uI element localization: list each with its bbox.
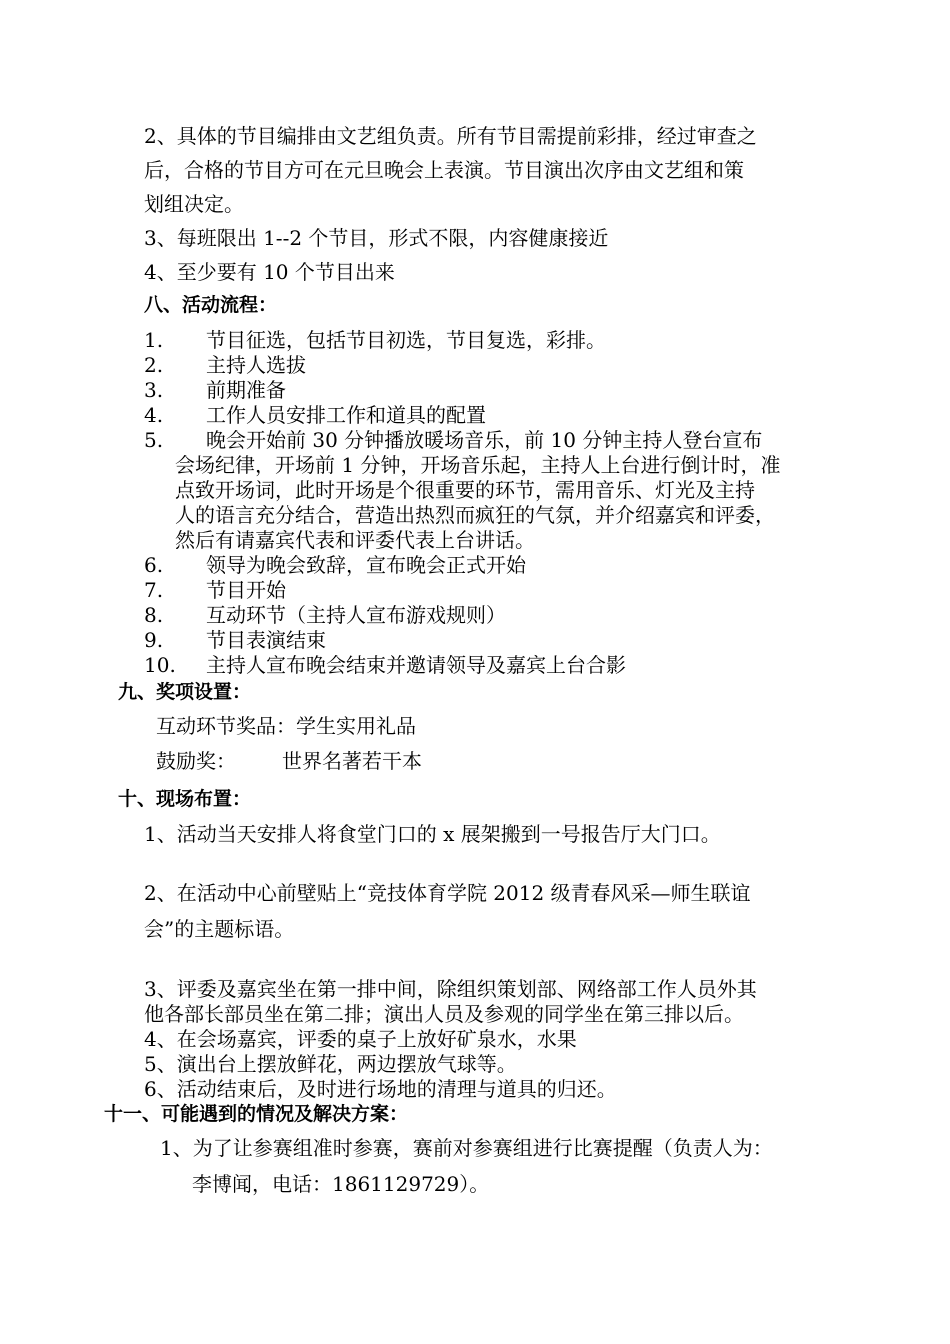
list-item — [144, 553, 526, 577]
list-number: 2. — [144, 353, 164, 377]
list-text: 互动环节（主持人宣布游戏规则） — [206, 603, 506, 627]
list-text: 节目表演结束 — [206, 628, 326, 652]
list-number: 10. — [144, 653, 176, 677]
list-item — [144, 328, 606, 352]
list-item — [144, 428, 762, 452]
paragraph-line: 1、活动当天安排人将食堂门口的 x 展架搬到一号报告厅大门口。 — [144, 822, 721, 846]
list-number: 1. — [144, 328, 164, 352]
list-item — [144, 403, 486, 427]
list-number: 9. — [144, 628, 164, 652]
list-item-continuation: 人的语言充分结合，营造出热烈而疯狂的气氛，并介绍嘉宾和评委， — [175, 503, 775, 527]
list-number: 3. — [144, 378, 164, 402]
paragraph-line: 李博闻，电话：1861129729）。 — [192, 1172, 490, 1196]
list-number: 8. — [144, 603, 164, 627]
paragraph-line: 2、在活动中心前壁贴上“竞技体育学院 2012 级青春风采—师生联谊 — [144, 881, 751, 905]
award-label: 鼓励奖： — [156, 749, 236, 773]
list-text: 前期准备 — [206, 378, 286, 402]
list-item — [144, 628, 326, 652]
section-heading: 十、现场布置： — [118, 788, 252, 810]
list-text: 晚会开始前 30 分钟播放暖场音乐，前 10 分钟主持人登台宣布 — [206, 428, 763, 452]
paragraph-line: 3、每班限出 1--2 个节目，形式不限，内容健康接近 — [144, 226, 609, 250]
list-number: 4. — [144, 403, 164, 427]
section-heading: 八、活动流程： — [144, 294, 278, 316]
section-heading: 十一、可能遇到的情况及解决方案： — [104, 1103, 409, 1125]
list-text: 工作人员安排工作和道具的配置 — [206, 403, 486, 427]
paragraph-line: 5、演出台上摆放鲜花，两边摆放气球等。 — [144, 1052, 517, 1076]
paragraph-line: 3、评委及嘉宾坐在第一排中间，除组织策划部、网络部工作人员外其 — [144, 977, 757, 1001]
paragraph-line: 4、在会场嘉宾，评委的桌子上放好矿泉水，水果 — [144, 1027, 577, 1051]
paragraph-line: 后，合格的节目方可在元旦晚会上表演。节目演出次序由文艺组和策 — [144, 158, 744, 182]
list-item-continuation: 然后有请嘉宾代表和评委代表上台讲话。 — [175, 528, 535, 552]
list-item — [144, 653, 626, 677]
list-text: 节目征选，包括节目初选，节目复选，彩排。 — [206, 328, 606, 352]
paragraph-line: 他各部长部员坐在第二排；演出人员及参观的同学坐在第三排以后。 — [144, 1002, 744, 1026]
list-item — [144, 378, 286, 402]
list-number: 5. — [144, 428, 164, 452]
paragraph-line: 6、活动结束后，及时进行场地的清理与道具的归还。 — [144, 1077, 617, 1101]
paragraph-line: 4、至少要有 10 个节目出来 — [144, 260, 395, 284]
list-number: 6. — [144, 553, 164, 577]
paragraph-line: 2、具体的节目编排由文艺组负责。所有节目需提前彩排，经过审查之 — [144, 124, 757, 148]
paragraph-line: 会”的主题标语。 — [144, 917, 295, 941]
list-item-continuation: 点致开场词，此时开场是个很重要的环节，需用音乐、灯光及主持 — [175, 478, 755, 502]
list-text: 主持人宣布晚会结束并邀请领导及嘉宾上台合影 — [206, 653, 626, 677]
list-number: 7. — [144, 578, 164, 602]
list-item — [144, 603, 506, 627]
paragraph-line: 1、为了让参赛组准时参赛，赛前对参赛组进行比赛提醒（负责人为： — [160, 1136, 773, 1160]
paragraph-line: 划组决定。 — [144, 192, 244, 216]
list-text: 领导为晚会致辞，宣布晚会正式开始 — [206, 553, 526, 577]
list-text: 主持人选拔 — [206, 353, 306, 377]
list-item-continuation: 会场纪律，开场前 1 分钟，开场音乐起，主持人上台进行倒计时，准 — [175, 453, 781, 477]
list-text: 节目开始 — [206, 578, 286, 602]
list-item — [144, 353, 306, 377]
section-heading: 九、奖项设置： — [118, 681, 252, 703]
award-item — [156, 749, 422, 773]
award-value: 世界名著若干本 — [282, 749, 422, 773]
list-item — [144, 578, 286, 602]
award-item: 互动环节奖品：学生实用礼品 — [156, 714, 416, 738]
